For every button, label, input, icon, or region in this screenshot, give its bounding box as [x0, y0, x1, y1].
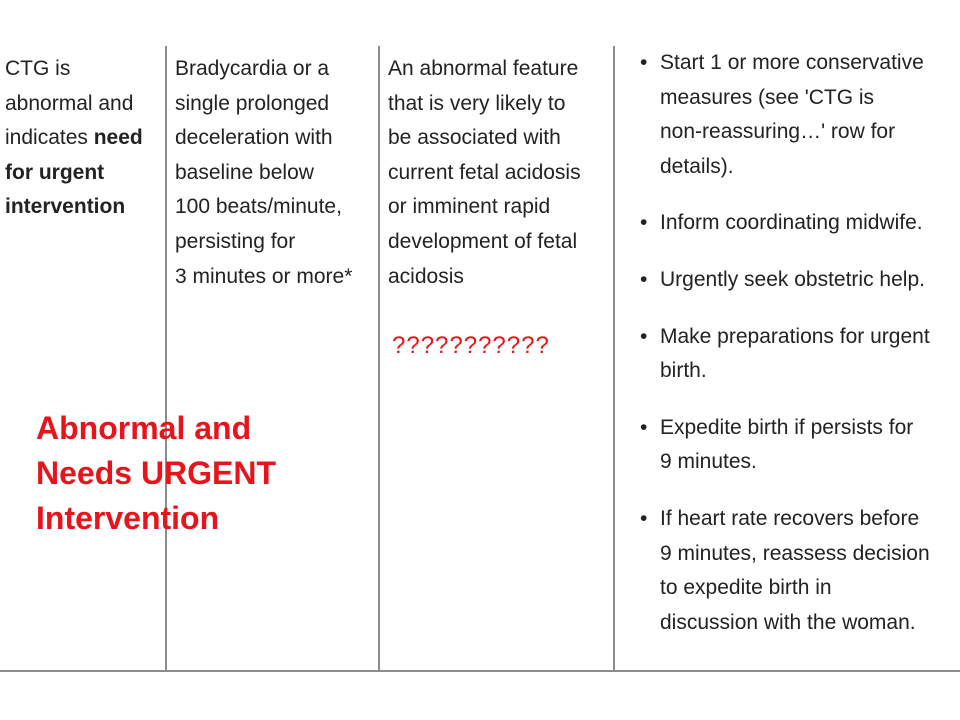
cell-interpretation: [388, 52, 612, 294]
category-text: indicates: [5, 126, 94, 150]
bullet-icon: •: [640, 211, 648, 235]
feature-line: Bradycardia or a: [175, 57, 330, 80]
interpretation-line: be associated with: [388, 126, 561, 150]
category-emphasis-line: for urgent: [5, 160, 105, 184]
bullet-icon: •: [640, 324, 648, 348]
cell-features: [175, 52, 375, 294]
item-line: Make preparations for urgent: [660, 324, 930, 348]
column-divider-1: [165, 46, 167, 672]
overlay-line: Needs URGENT: [36, 455, 277, 491]
bullet-icon: •: [640, 506, 648, 530]
bullet-icon: •: [640, 415, 648, 439]
interpretation-line: acidosis: [388, 264, 464, 288]
bullet-icon: •: [640, 51, 648, 74]
cell-ctg-category: [5, 52, 161, 225]
management-item: [638, 502, 960, 640]
item-line: Inform coordinating midwife.: [660, 211, 923, 235]
interpretation-line: development of fetal: [388, 229, 578, 253]
management-item: [638, 46, 960, 184]
urgent-intervention-overlay: [36, 406, 276, 541]
item-line: If heart rate recovers before: [660, 506, 920, 530]
feature-line: deceleration with: [175, 126, 333, 150]
management-item: [638, 411, 960, 480]
category-emphasis-line: intervention: [5, 195, 126, 219]
feature-line: baseline below: [175, 160, 314, 184]
item-line: non-reassuring…' row for: [660, 120, 896, 144]
question-marks-annotation: ???????????: [392, 332, 550, 359]
item-line: Urgently seek obstetric help.: [660, 267, 925, 291]
column-divider-3: [613, 46, 615, 672]
interpretation-line: current fetal acidosis: [388, 160, 581, 184]
item-line: details).: [660, 154, 734, 178]
overlay-line: Intervention: [36, 500, 220, 536]
interpretation-line: An abnormal feature: [388, 57, 579, 80]
item-line: 9 minutes.: [660, 450, 757, 474]
item-line: to expedite birth in: [660, 576, 832, 600]
table-bottom-rule: [0, 670, 960, 672]
feature-line: 100 beats/minute,: [175, 195, 342, 219]
feature-line: persisting for: [175, 229, 296, 253]
item-line: discussion with the woman.: [660, 610, 916, 634]
interpretation-line: or imminent rapid: [388, 195, 551, 219]
interpretation-line: that is very likely to: [388, 91, 566, 115]
overlay-line: Abnormal and: [36, 410, 252, 446]
feature-line: 3 minutes or more*: [175, 264, 353, 288]
item-line: Expedite birth if persists for: [660, 415, 914, 439]
item-line: birth.: [660, 359, 707, 383]
item-line: 9 minutes, reassess decision: [660, 541, 930, 565]
category-emphasis: need: [93, 126, 143, 150]
item-line: Start 1 or more conservative: [660, 51, 924, 74]
management-item: [638, 320, 960, 389]
column-divider-2: [378, 46, 380, 672]
cell-management: [638, 46, 960, 662]
feature-line: single prolonged: [175, 91, 330, 115]
category-line: abnormal and: [5, 91, 134, 115]
category-line: CTG is: [5, 57, 71, 80]
management-item: [638, 206, 960, 241]
category-line: [5, 121, 161, 156]
bullet-icon: •: [640, 267, 648, 291]
item-line: measures (see 'CTG is: [660, 85, 875, 109]
management-item: [638, 263, 960, 298]
management-list: [638, 46, 960, 640]
